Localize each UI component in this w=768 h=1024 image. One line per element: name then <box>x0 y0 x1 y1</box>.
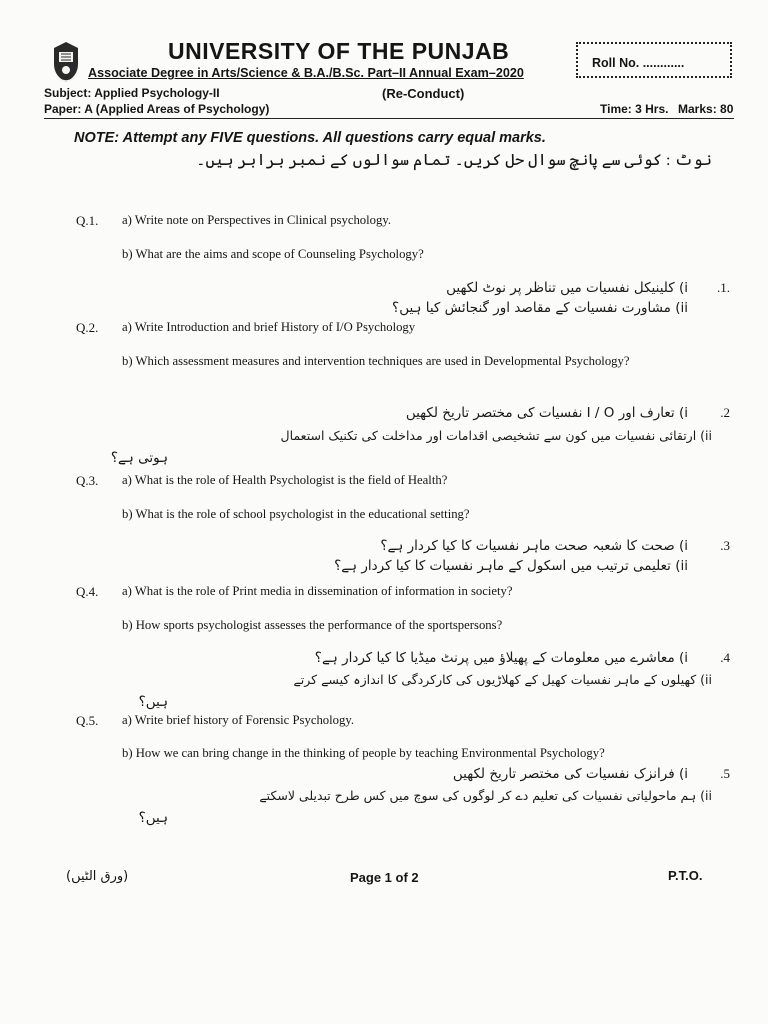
urdu-instructions-note: نوٹ : کوئی سے پانچ سوال حل کریں۔ تمام سوالوں کے نمبر برابر ہیں۔ <box>196 152 712 169</box>
urdu-part-i: i) صحت کا شعبہ صحت ماہر نفسیات کا کیا کردار ہے؟ <box>380 538 688 554</box>
urdu-question-number: .3 <box>720 538 730 553</box>
question-number: Q.2. <box>76 320 99 335</box>
question-part-a: a) Write brief history of Forensic Psychology. <box>122 713 355 727</box>
university-crest-icon <box>50 40 82 84</box>
question-number: Q.4. <box>76 584 99 599</box>
urdu-turn-over-label: (ورق الٹیں) <box>66 869 129 884</box>
question-part-b: b) Which assessment measures and intervention techniques are used in Developmental Psychology? <box>122 354 630 368</box>
paper-line: Paper: A (Applied Areas of Psychology) <box>44 102 270 116</box>
question-number: Q.5. <box>76 713 99 728</box>
exam-title: Associate Degree in Arts/Science & B.A./B.Sc. Part–II Annual Exam–2020 <box>88 66 524 80</box>
urdu-part-ii: ii) تعلیمی ترتیب میں اسکول کے ماہر نفسیات کا کیا کردار ہے؟ <box>334 558 688 574</box>
urdu-question-number: .4 <box>720 650 730 665</box>
question-part-b: b) How we can bring change in the thinking of people by teaching Environmental Psychology? <box>122 746 605 760</box>
urdu-continuation: ہیں؟ <box>138 810 168 826</box>
roll-number-box: Roll No. ............ <box>576 42 732 78</box>
urdu-question-number: .1. <box>717 280 730 295</box>
marks-label: Marks: 80 <box>678 102 734 116</box>
urdu-part-i: i) معاشرے میں معلومات کے پھیلاؤ میں پرنٹ میڈیا کا کیا کردار ہے؟ <box>314 650 688 666</box>
question-part-b: b) How sports psychologist assesses the performance of the sportspersons? <box>122 618 503 632</box>
instructions-note: NOTE: Attempt any FIVE questions. All questions carry equal marks. <box>74 130 546 146</box>
question-number: Q.3. <box>76 473 99 488</box>
urdu-question-number: .5 <box>720 766 730 781</box>
question-part-a: a) What is the role of Health Psychologist is the field of Health? <box>122 473 448 487</box>
time-label: Time: 3 Hrs. <box>600 102 669 116</box>
header-divider <box>44 118 734 119</box>
urdu-continuation: ہیں؟ <box>138 694 168 710</box>
urdu-part-i: i) تعارف اور I / O نفسیات کی مختصر تاریخ لکھیں <box>405 405 688 421</box>
urdu-part-ii: ii) ارتقائی نفسیات میں کون سے تشخیصی اقدامات اور مداخلت کی تکنیک استعمال <box>280 428 712 443</box>
page-number: Page 1 of 2 <box>350 870 419 885</box>
urdu-part-i: i) فرانزک نفسیات کی مختصر تاریخ لکھیں <box>452 766 688 782</box>
university-title: UNIVERSITY OF THE PUNJAB <box>168 38 510 64</box>
urdu-part-i: i) کلینیکل نفسیات میں تناظر پر نوٹ لکھیں <box>446 280 688 296</box>
pto-label: P.T.O. <box>668 868 703 883</box>
reconduct-label: (Re-Conduct) <box>382 86 465 101</box>
urdu-part-ii: ii) کھیلوں کے ماہر نفسیات کھیل کے کھلاڑیوں کی کارکردگی کا اندازہ کیسے کرتے <box>293 672 712 687</box>
urdu-question-number: .2 <box>720 405 730 420</box>
urdu-part-ii: ii) مشاورت نفسیات کے مقاصد اور گنجائش کیا ہیں؟ <box>392 300 688 316</box>
urdu-continuation: ہوتی ہے؟ <box>110 450 168 466</box>
question-part-a: a) What is the role of Print media in dissemination of information in society? <box>122 584 513 598</box>
subject-line: Subject: Applied Psychology-II <box>44 86 220 100</box>
question-part-a: a) Write Introduction and brief History of I/O Psychology <box>122 320 416 334</box>
question-part-a: a) Write note on Perspectives in Clinical psychology. <box>122 213 392 227</box>
question-part-b: b) What is the role of school psychologist in the educational setting? <box>122 507 470 521</box>
question-number: Q.1. <box>76 213 99 228</box>
urdu-part-ii: ii) ہم ماحولیاتی نفسیات کی تعلیم دے کر لوگوں کی سوچ میں کس طرح تبدیلی لاسکتے <box>259 788 712 803</box>
question-part-b: b) What are the aims and scope of Counseling Psychology? <box>122 247 424 261</box>
